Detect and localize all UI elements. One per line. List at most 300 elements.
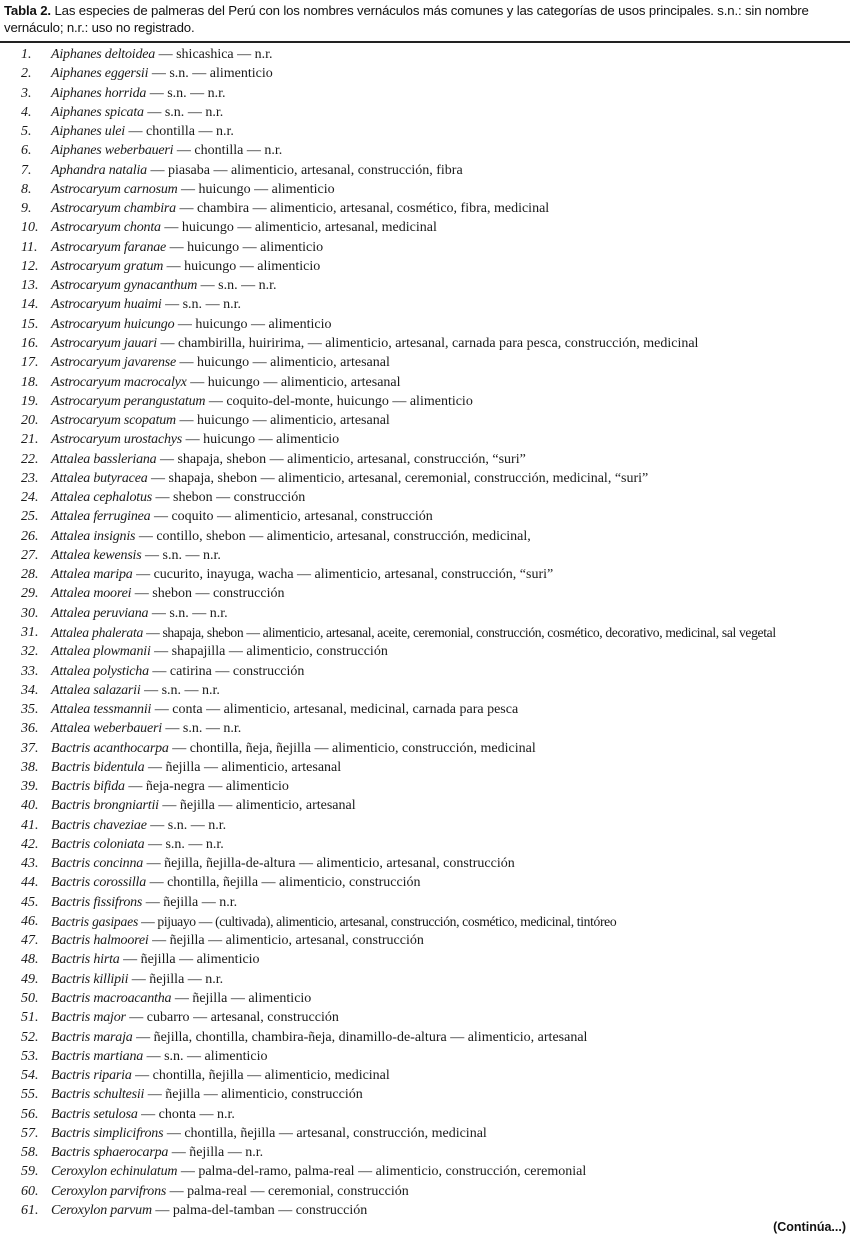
row-body: [51, 1124, 487, 1143]
row-body: [51, 931, 424, 950]
row-body: [51, 238, 323, 257]
separator: —: [209, 162, 231, 178]
species-row: [0, 1124, 850, 1143]
vernacular-name: coquito-del-monte, huicungo: [226, 393, 389, 409]
separator: —: [173, 143, 195, 159]
row-number: 29.: [21, 586, 39, 602]
species-row: [0, 218, 850, 237]
row-number: 40.: [21, 798, 39, 814]
species-name: Attalea maripa: [51, 567, 133, 583]
separator: —: [195, 1106, 217, 1122]
row-body: [51, 873, 421, 892]
separator: —: [202, 297, 224, 313]
row-body: [51, 122, 234, 141]
row-body: [51, 180, 335, 199]
separator: —: [184, 836, 206, 852]
row-number: 36.: [21, 721, 39, 737]
species-row: [0, 469, 850, 488]
use-categories: alimenticio, artesanal, construcción, “suri”: [287, 451, 526, 467]
species-row: [0, 758, 850, 777]
species-name: Attalea moorei: [51, 586, 132, 602]
row-body: [51, 719, 241, 738]
species-name: Bactris brongniartii: [51, 798, 159, 814]
vernacular-name: coquito: [171, 509, 214, 525]
row-number: 42.: [21, 836, 39, 852]
row-number: 19.: [21, 393, 39, 409]
vernacular-name: shicashica: [176, 47, 234, 62]
use-categories: alimenticio, artesanal: [235, 798, 356, 814]
separator: —: [188, 66, 210, 82]
use-categories: construcción: [232, 663, 305, 679]
row-number: 31.: [21, 624, 39, 640]
use-categories: construcción: [295, 1202, 368, 1218]
vernacular-name: contillo, shebon: [156, 528, 246, 544]
row-number: 55.: [21, 1087, 39, 1103]
row-body: [51, 1143, 263, 1162]
vernacular-name: chontilla, ñejilla: [184, 1125, 276, 1141]
use-categories: alimenticio, artesanal, carnada para pesca, construcción, medicinal: [325, 335, 699, 351]
species-name: Bactris major: [51, 1010, 126, 1026]
separator: —: [150, 644, 172, 660]
separator: —: [138, 913, 158, 929]
species-name: Bactris hirta: [51, 952, 120, 968]
separator: —: [176, 355, 198, 371]
vernacular-name: huicungo: [197, 355, 250, 371]
separator: —: [146, 817, 168, 833]
row-body: [51, 835, 224, 854]
species-row: [0, 84, 850, 103]
vernacular-name: ñejilla: [163, 894, 199, 910]
row-number: 14.: [21, 297, 39, 313]
species-row: [0, 295, 850, 314]
row-body: [51, 1105, 235, 1124]
separator: —: [186, 374, 208, 390]
use-categories: alimenticio: [260, 239, 324, 255]
vernacular-name: s.n.: [164, 1048, 184, 1064]
use-categories: artesanal, construcción: [210, 1010, 339, 1026]
row-number: 43.: [21, 856, 39, 872]
row-number: 24.: [21, 490, 39, 506]
species-name: Astrocaryum macrocalyx: [51, 374, 187, 390]
separator: —: [233, 47, 255, 62]
species-row: [0, 565, 850, 584]
vernacular-name: palma-del-tamban: [172, 1202, 275, 1218]
row-number: 59.: [21, 1164, 39, 1180]
species-name: Astrocaryum faranae: [51, 239, 167, 255]
species-row: [0, 777, 850, 796]
species-row: [0, 1028, 850, 1047]
separator: —: [156, 335, 178, 351]
vernacular-name: shebon: [173, 490, 213, 506]
separator: —: [202, 721, 224, 737]
separator: —: [142, 894, 164, 910]
species-row: [0, 1047, 850, 1066]
species-name: Bactris macroacantha: [51, 991, 172, 1007]
species-name: Bactris acanthocarpa: [51, 740, 169, 756]
row-body: [51, 450, 526, 469]
separator: —: [275, 1125, 297, 1141]
vernacular-name: ñejilla: [149, 971, 185, 987]
species-row: [0, 931, 850, 950]
vernacular-name: s.n.: [167, 817, 188, 833]
species-name: Bactris schultesii: [51, 1087, 145, 1103]
use-categories: alimenticio, medicinal: [264, 1068, 390, 1084]
use-categories: n.r.: [205, 104, 224, 120]
row-body: [51, 1201, 367, 1220]
row-number: 35.: [21, 702, 39, 718]
species-row: [0, 739, 850, 758]
species-row: [0, 392, 850, 411]
separator: —: [175, 413, 197, 429]
separator: —: [204, 933, 226, 949]
species-name: Bactris corossilla: [51, 875, 147, 891]
vernacular-name: huicungo: [198, 181, 251, 197]
use-categories: alimenticio, artesanal, medicinal, carnada para pesca: [223, 702, 519, 718]
row-number: 39.: [21, 779, 39, 795]
separator: —: [225, 644, 247, 660]
use-categories: n.r.: [205, 836, 224, 852]
row-number: 8.: [21, 181, 32, 197]
vernacular-name: huicungo: [196, 413, 250, 429]
separator: —: [224, 1145, 246, 1161]
separator: —: [160, 220, 182, 236]
row-body: [51, 507, 433, 526]
use-categories: alimenticio, artesanal, cosmético, fibra, medicinal: [270, 201, 550, 217]
separator: —: [124, 779, 146, 795]
use-categories: n.r.: [223, 297, 241, 313]
row-number: 15.: [21, 316, 39, 332]
vernacular-name: chontilla, ñejilla: [167, 875, 259, 891]
species-row: [0, 642, 850, 661]
row-body: [51, 392, 473, 411]
separator: —: [188, 605, 210, 621]
species-name: Bactris killipii: [51, 971, 129, 987]
use-categories: alimenticio, artesanal, construcción: [316, 856, 515, 872]
vernacular-name: s.n.: [167, 85, 187, 101]
species-row: [0, 103, 850, 122]
use-categories: alimenticio: [409, 393, 473, 409]
separator: —: [166, 239, 188, 255]
vernacular-name: ñejilla: [192, 991, 228, 1007]
row-number: 9.: [21, 201, 32, 217]
species-name: Attalea plowmanii: [51, 644, 151, 660]
row-number: 37.: [21, 740, 39, 756]
separator: —: [237, 278, 259, 294]
use-categories: construcción: [233, 490, 306, 506]
species-row: [0, 584, 850, 603]
separator: —: [119, 952, 141, 968]
species-row: [0, 1143, 850, 1162]
row-number: 28.: [21, 567, 39, 583]
separator: —: [258, 875, 280, 891]
vernacular-name: ñeja-negra: [145, 779, 205, 795]
row-body: [51, 893, 237, 912]
species-row: [0, 1085, 850, 1104]
row-number: 54.: [21, 1068, 39, 1084]
separator: —: [184, 104, 206, 120]
species-name: Bactris maraja: [51, 1029, 133, 1045]
use-categories: n.r.: [264, 143, 283, 159]
vernacular-name: chonta: [158, 1106, 196, 1122]
row-body: [51, 584, 284, 603]
vernacular-name: huicungo: [187, 239, 240, 255]
separator: —: [295, 856, 317, 872]
separator: —: [293, 567, 315, 583]
species-name: Attalea polysticha: [51, 663, 149, 679]
separator: —: [195, 913, 216, 929]
species-name: Bactris concinna: [51, 856, 144, 872]
row-body: [51, 950, 260, 969]
separator: —: [247, 316, 269, 332]
vernacular-name: ñejilla, ñejilla-de-altura: [164, 856, 296, 872]
separator: —: [249, 201, 271, 217]
vernacular-name: ñejilla: [189, 1145, 225, 1161]
species-name: Astrocaryum chambira: [51, 201, 176, 217]
species-row: [0, 700, 850, 719]
species-row: [0, 373, 850, 392]
species-row: [0, 662, 850, 681]
species-row: [0, 1201, 850, 1220]
row-number: 12.: [21, 258, 39, 274]
row-body: [51, 816, 226, 835]
species-row: [0, 950, 850, 969]
row-body: [51, 565, 553, 584]
separator: —: [236, 258, 258, 274]
vernacular-name: ñejilla: [169, 933, 205, 949]
vernacular-name: chontilla: [194, 143, 244, 159]
row-body: [51, 488, 305, 507]
use-categories: alimenticio, artesanal: [280, 374, 401, 390]
species-row: [0, 893, 850, 912]
row-body: [51, 373, 401, 392]
row-number: 58.: [21, 1145, 39, 1161]
species-row: [0, 623, 850, 642]
species-name: Bactris simplicifrons: [51, 1125, 164, 1141]
species-name: Aiphanes ulei: [51, 124, 125, 140]
species-name: Astrocaryum javarense: [51, 355, 177, 371]
species-name: Attalea phalerata: [51, 624, 144, 640]
use-categories: n.r.: [219, 894, 238, 910]
row-number: 38.: [21, 759, 39, 775]
row-number: 16.: [21, 335, 39, 351]
row-number: 57.: [21, 1125, 39, 1141]
separator: —: [131, 586, 153, 602]
vernacular-name: conta: [172, 702, 203, 718]
row-body: [51, 64, 273, 83]
row-number: 7.: [21, 162, 32, 178]
species-row: [0, 353, 850, 372]
separator: —: [187, 817, 209, 833]
row-number: 2.: [21, 66, 32, 82]
separator: —: [156, 451, 178, 467]
separator: —: [161, 297, 183, 313]
vernacular-name: chambira: [196, 201, 250, 217]
row-number: 6.: [21, 143, 32, 159]
species-name: Astrocaryum carnosum: [51, 181, 178, 197]
species-row: [0, 604, 850, 623]
species-list: [0, 45, 850, 1220]
row-body: [51, 141, 282, 160]
vernacular-name: shebon: [152, 586, 192, 602]
row-body: [51, 1047, 268, 1066]
row-body: [51, 796, 356, 815]
separator: —: [243, 1068, 265, 1084]
table-label: Tabla 2.: [4, 3, 51, 18]
row-body: [51, 353, 390, 372]
vernacular-name: shapaja, shebon: [162, 624, 244, 640]
species-row: [0, 141, 850, 160]
vernacular-name: catirina: [169, 663, 212, 679]
row-number: 47.: [21, 933, 39, 949]
separator: —: [311, 740, 333, 756]
separator: —: [183, 1048, 205, 1064]
row-body: [51, 1008, 339, 1027]
vernacular-name: chontilla, ñeja, ñejilla: [189, 740, 312, 756]
separator: —: [255, 432, 277, 448]
species-row: [0, 681, 850, 700]
species-name: Astrocaryum scopatum: [51, 413, 176, 429]
use-categories: alimenticio, artesanal: [221, 759, 342, 775]
species-name: Astrocaryum perangustatum: [51, 393, 206, 409]
vernacular-name: huicungo: [184, 258, 237, 274]
species-name: Bactris bidentula: [51, 759, 145, 775]
species-row: [0, 430, 850, 449]
vernacular-name: s.n.: [169, 66, 189, 82]
species-row: [0, 488, 850, 507]
row-body: [51, 777, 289, 796]
separator: —: [243, 143, 265, 159]
row-number: 5.: [21, 124, 32, 140]
row-body: [51, 161, 463, 180]
use-categories: alimenticio: [209, 66, 273, 82]
use-categories: alimenticio, artesanal, construcción, fibra: [230, 162, 463, 178]
separator: —: [246, 1183, 268, 1199]
row-number: 52.: [21, 1029, 39, 1045]
separator: —: [200, 1087, 222, 1103]
row-body: [51, 334, 698, 353]
use-categories: alimenticio: [204, 1048, 268, 1064]
species-name: Aiphanes spicata: [51, 104, 144, 120]
species-name: Attalea peruviana: [51, 605, 149, 621]
use-categories: alimenticio, artesanal, medicinal: [254, 220, 437, 236]
separator: —: [148, 663, 170, 679]
row-body: [51, 411, 390, 430]
species-name: Bactris riparia: [51, 1068, 132, 1084]
row-body: [51, 970, 223, 989]
use-categories: alimenticio, artesanal, ceremonial, construcción, medicinal, “suri”: [278, 470, 649, 486]
row-body: [51, 1085, 363, 1104]
row-body: [51, 662, 304, 681]
separator: —: [227, 991, 249, 1007]
row-number: 34.: [21, 682, 39, 698]
species-name: Ceroxylon parvum: [51, 1202, 152, 1218]
species-row: [0, 180, 850, 199]
use-categories: n.r.: [216, 124, 234, 140]
vernacular-name: huicungo: [207, 374, 260, 390]
use-categories: alimenticio, artesanal, construcción: [225, 933, 424, 949]
separator: —: [274, 1202, 296, 1218]
row-body: [51, 315, 332, 334]
row-body: [51, 527, 531, 546]
species-row: [0, 873, 850, 892]
row-number: 53.: [21, 1048, 39, 1064]
species-row: [0, 122, 850, 141]
vernacular-name: chontilla, ñejilla: [152, 1068, 244, 1084]
row-body: [51, 1162, 586, 1181]
vernacular-name: ñejilla: [165, 1087, 201, 1103]
use-categories: n.r.: [245, 1145, 264, 1161]
row-body: [51, 854, 515, 873]
separator: —: [212, 490, 234, 506]
row-number: 13.: [21, 278, 39, 294]
row-body: [51, 681, 220, 700]
species-row: [0, 1105, 850, 1124]
separator: —: [166, 1183, 188, 1199]
row-body: [51, 218, 437, 237]
separator: —: [195, 124, 216, 140]
separator: —: [125, 124, 146, 140]
separator: —: [140, 682, 162, 698]
vernacular-name: cubarro: [146, 1010, 190, 1026]
separator: —: [243, 624, 263, 640]
row-body: [51, 257, 320, 276]
row-body: [51, 623, 776, 642]
row-number: 44.: [21, 875, 39, 891]
species-name: Astrocaryum gynacanthum: [51, 278, 198, 294]
caption-text: Las especies de palmeras del Perú con los nombres vernáculos más comunes y las categorías de usos principales. s.n.: sin nombre vernáculo; n.r.: uso no registrado.: [4, 3, 809, 35]
use-categories: alimenticio: [257, 258, 321, 274]
species-name: Astrocaryum huaimi: [51, 297, 162, 313]
vernacular-name: shapaja, shebon: [168, 470, 258, 486]
row-number: 41.: [21, 817, 39, 833]
row-body: [51, 700, 518, 719]
separator: —: [177, 181, 199, 197]
species-row: [0, 507, 850, 526]
row-body: [51, 84, 226, 103]
row-number: 20.: [21, 413, 39, 429]
vernacular-name: palma-real: [187, 1183, 247, 1199]
species-row: [0, 315, 850, 334]
separator: —: [181, 547, 203, 563]
separator: —: [161, 721, 183, 737]
vernacular-name: ñejilla: [179, 798, 215, 814]
row-body: [51, 546, 221, 565]
use-categories: alimenticio, construcción: [246, 644, 388, 660]
row-body: [51, 1182, 409, 1201]
vernacular-name: palma-del-ramo, palma-real: [198, 1164, 355, 1180]
species-row: [0, 450, 850, 469]
separator: —: [131, 1068, 153, 1084]
row-number: 3.: [21, 85, 32, 101]
vernacular-name: shapajilla: [171, 644, 226, 660]
row-number: 33.: [21, 663, 39, 679]
vernacular-name: s.n.: [165, 836, 185, 852]
species-name: Astrocaryum urostachys: [51, 432, 183, 448]
use-categories: alimenticio: [248, 991, 312, 1007]
separator: —: [146, 875, 168, 891]
use-categories: alimenticio, artesanal, construcción, medicinal,: [266, 528, 531, 544]
species-name: Attalea butyracea: [51, 470, 148, 486]
species-row: [0, 835, 850, 854]
separator: —: [143, 856, 165, 872]
vernacular-name: shapaja, shebon: [177, 451, 267, 467]
separator: —: [132, 1029, 154, 1045]
separator: —: [132, 567, 154, 583]
separator: —: [141, 547, 163, 563]
species-name: Bactris sphaerocarpa: [51, 1145, 169, 1161]
use-categories: alimenticio, construcción, ceremonial: [375, 1164, 587, 1180]
use-categories: artesanal, construcción, medicinal: [296, 1125, 487, 1141]
